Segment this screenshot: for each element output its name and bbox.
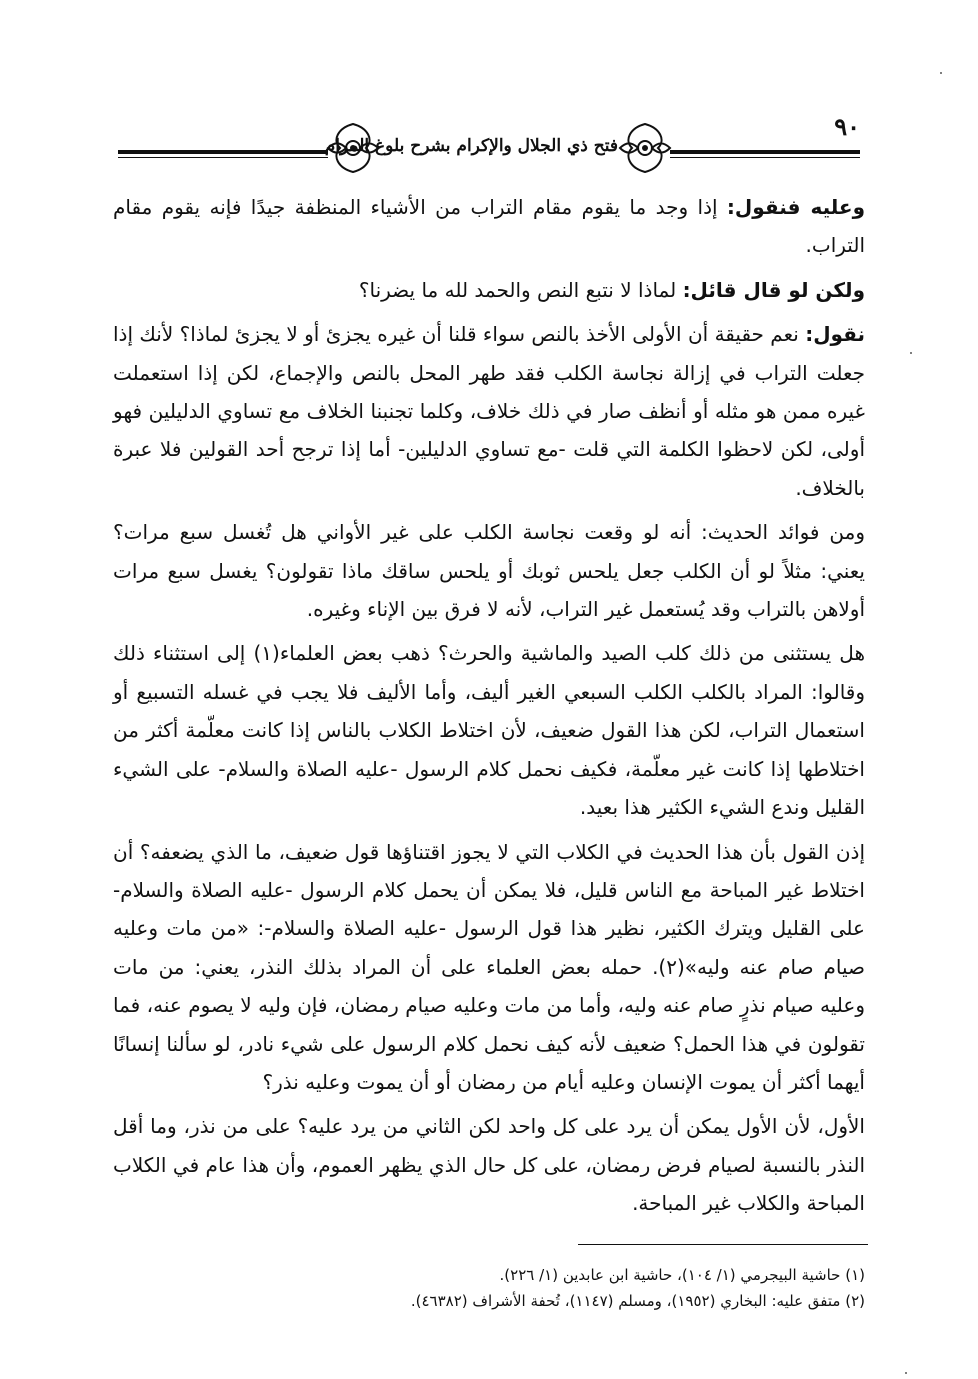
page-number: ٩٠ (834, 112, 860, 141)
footnote-separator (578, 1244, 868, 1245)
paragraph (113, 833, 865, 1102)
scan-speck (905, 1372, 907, 1374)
paragraph-lead: ولكن لو قال قائل: (682, 277, 865, 302)
footnote: (٢) متفق عليه: البخاري (١٩٥٢)، ومسلم (١١٤٧)، تُحفة الأشراف (٤٦٣٨٢). (410, 1292, 865, 1310)
running-title: فتح ذي الجلال والإكرام بشرح بلوغ المرام (324, 136, 618, 156)
paragraph (113, 315, 865, 507)
paragraph (113, 634, 865, 826)
paragraph-text: لماذا لا نتبع النص والحمد لله ما يضرنا؟ (358, 277, 683, 302)
paragraph-text: نعم حقيقة أن الأولى الأخذ بالنص سواء قلنا أن غيره يجزئ أو لا يجزئ لماذا؟ لأنك إذا جعلت التراب في إزالة نجاسة الكلب فقد طهر المحل بالنص والإجماع، لكن إذا استعملت غيره ممن هو مثله أو أنظف صار في ذلك خلاف، وكلما تجنبنا الخلاف مع تساوي الدليلين فهو أولى، لكن لاحظوا الكلمة التي قلت -مع تساوي الدليلين- أما إذا ترجح أحد القولين فلا عبرة بالخلاف. (113, 322, 865, 500)
scan-speck (910, 352, 912, 354)
paragraph-text: إذا وجد ما يقوم مقام التراب من الأشياء المنظفة جيدًا فإنه يقوم مقام التراب. (113, 195, 865, 258)
footnote: (١) حاشية البيجرمي (١/ ١٠٤)، حاشية ابن عابدين (١/ ٢٢٦). (499, 1266, 865, 1284)
footnotes (360, 1262, 865, 1314)
header-rule-left (118, 150, 328, 154)
body-text (113, 188, 865, 1223)
page-header (110, 112, 870, 182)
paragraph (113, 513, 865, 628)
paragraph-text: هل يستثنى من ذلك كلب الصيد والماشية والحرث؟ ذهب بعض العلماء(١) إلى استثناء ذلك وقالوا: المراد بالكلب الكلب السبعي الغير أليف، وأما الأليف فلا يجب في غسله التسبيع أو استعمال التراب، لكن هذا القول ضعيف، لأن اختلاط الكلاب بالناس إذا كانت معلّمة أكثر من اختلاطها إذا كانت غير معلّمة، فكيف نحمل كلام الرسول -عليه الصلاة والسلام- على الشيء القليل وندع الشيء الكثير هذا بعيد. (113, 641, 865, 820)
paragraph (113, 1107, 865, 1222)
ornament-right-icon (610, 118, 680, 178)
header-rule-right (670, 150, 860, 154)
paragraph-lead: نقول: (805, 322, 865, 347)
paragraph-text: الأول، لأن الأول يمكن أن يرد على كل واحد لكن الثاني من يرد عليه؟ على من نذر، وما أقل النذر بالنسبة لصيام فرض رمضان، على كل حال الذي يظهر العموم، وأن هذا عام في الكلاب المباحة والكلاب غير المباحة. (113, 1114, 865, 1216)
scan-speck (940, 72, 942, 74)
header-rule-right-thin (670, 157, 860, 158)
paragraph-lead: وعليه فنقول: (726, 195, 866, 219)
header-rule-left-thin (118, 157, 328, 158)
paragraph-text: إذن القول بأن هذا الحديث في الكلاب التي لا يجوز اقتناؤها قول ضعيف، ما الذي يضعفه؟ أن اختلاط غير المباحة مع الناس قليل، فلا يمكن أن يحمل كلام الرسول -عليه الصلاة والسلام- على القليل ويترك الكثير، نظير هذا قول الرسول -عليه الصلاة والسلام-: «من مات وعليه صيام صام عنه وليه»(٢). حمله بعض العلماء على أن المراد بذلك النذر، يعني: من مات وعليه صيام نذرٍ صام عنه وليه، وأما من مات وعليه صيام رمضان، فإن وليه لا يصوم عنه، فما تقولون في هذا الحمل؟ ضعيف لأنه كيف نحمل كلام الرسول على شيء نادر، لو سألنا إنسانًا أيهما أكثر أن يموت الإنسان وعليه أيام من رمضان أو أن يموت وعليه نذر؟ (113, 839, 866, 1094)
paragraph (113, 271, 865, 309)
paragraph-text: ومن فوائد الحديث: أنه لو وقعت نجاسة الكلب على غير الأواني هل تُغسل سبع مرات؟ يعني: مثلاً لو أن الكلب جعل يلحس ثوبك أو يلحس ساقك ماذا تقولون؟ يغسل سبع مرات أولاهن بالتراب وقد يُستعمل غير التراب، لأنه لا فرق بين الإناء وغيره. (113, 520, 865, 622)
paragraph (113, 188, 865, 265)
